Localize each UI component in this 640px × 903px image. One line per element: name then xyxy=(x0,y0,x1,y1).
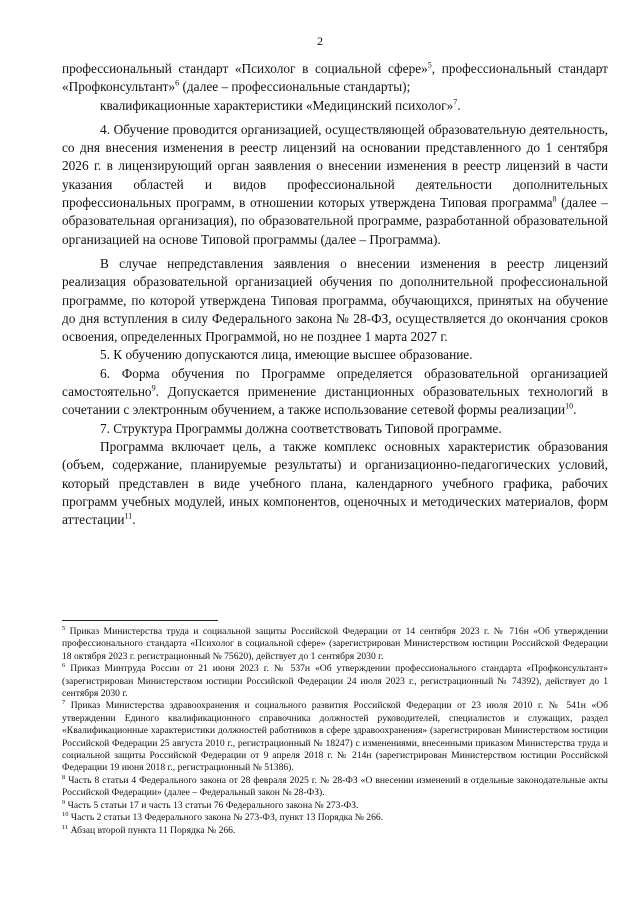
document-body xyxy=(62,60,608,529)
footnote-ref-8[interactable]: 8 xyxy=(552,194,557,204)
footnotes xyxy=(62,626,608,837)
paragraph-4-continued: В случае непредставления заявления о внесении изменения в реестр лицензий реализация образовательной организацией обучения по дополнительной профессиональной программе, по которой утверждена Типовая программа, обучающихся, принятых на обучение до дня вступления в силу Федерального закона № 28-ФЗ, осуществляется до окончания сроков освоения, определенных Программой, но не позднее 1 марта 2027 г. xyxy=(62,255,608,345)
footnote: $^{11}$ Абзац второй пункта 11 Порядка № 266. xyxy=(62,823,236,836)
footnote-ref-11[interactable]: 11 xyxy=(124,511,133,521)
page-number: 2 xyxy=(317,34,323,48)
footnote: $^7$ Приказ Министерства здравоохранения и социального развития Российской Федерации от 23 июля 2010 г. № 541н «Об утверждении Единого квалификационного справочника должностей руководителей, специалистов и служащих, раздел «Квалификационные характеристики должностей работников в сфере здравоохранения» (зарегистрирован Министерством юстиции Российской Федерации 25 августа 2010 г., регистрационный № 18247) с изменениями, внесенными приказом Министерства труда и социальной защиты Российской Федерации от 9 апреля 2018 г. № 214н (зарегистрирован Министерством юстиции Российской Федерации 19 июня 2018 г., регистрационный № 51386). xyxy=(62,699,608,774)
footnote-ref-10[interactable]: 10 xyxy=(565,401,574,411)
footnote: $^{10}$ Часть 2 статьи 13 Федерального закона № 273-ФЗ, пункт 13 Порядка № 266. xyxy=(62,810,384,824)
paragraph-qualification: квалификационные характеристики «Медицинский психолог»$^7$. xyxy=(100,97,461,113)
paragraph-5: 5. К обучению допускаются лица, имеющие высшее образование. xyxy=(100,347,473,363)
paragraph-6: 6. Форма обучения по Программе определяется образовательной организацией самостоятельно$^9$. Допускается применение дистанционных образовательных технологий в сочетании с электронным обучением, а также использование сетевой формы реализации$^{10}$. xyxy=(62,365,608,418)
paragraph-7-continued: Программа включает цель, а также комплекс основных характеристик образования (объем, содержание, планируемые результаты) и организационно-педагогических условий, который представлен в виде учебного плана, календарного учебного графика, рабочих программ учебных модулей, иных компонентов, оценочных и методических материалов, форм аттестации$^{11}$. xyxy=(62,438,608,528)
footnote-separator xyxy=(62,620,218,621)
footnote: $^5$ Приказ Министерства труда и социальной защиты Российской Федерации от 14 сентября 2023 г. № 716н «Об утверждении профессионального стандарта «Психолог в социальной сфере» (зарегистрирован Министерством юстиции Российской Федерации 18 октября 2023 г. регистрационный № 75620), действует до 1 сентября 2030 г. xyxy=(62,624,608,662)
footnote: $^6$ Приказ Минтруда России от 21 июня 2023 г. № 537н «Об утверждении профессионального стандарта «Профконсультант» (зарегистрирован Министерством юстиции Российской Федерации 24 июля 2023 г., регистрационный № 74392), действует до 1 сентября 2030 г. xyxy=(62,662,608,700)
footnote: $^8$ Часть 8 статьи 4 Федерального закона от 28 февраля 2025 г. № 28-ФЗ «О внесении изменений в отдельные законодательные акты Российской Федерации» (далее – Федеральный закон № 28-ФЗ). xyxy=(62,773,608,799)
paragraph-4: 4. Обучение проводится организацией, осуществляющей образовательную деятельность, со дня внесения изменения в реестр лицензий на основании представленного до 1 сентября 2026 г. в лицензирующий орган заявления о внесении изменения в реестр лицензий в части указания областей и видов профессиональной деятельности дополнительных профессиональных программ, в отношении которых утверждена Типовая программа$^8$ (далее – образовательная организация), по образовательной программе, разработанной образовательной организацией на основе Типовой программы (далее – Программа). xyxy=(62,121,608,247)
footnote-ref-9[interactable]: 9 xyxy=(151,383,156,393)
paragraph-professional-standards: профессиональный стандарт «Психолог в социальной сфере»$^5$, профессиональный стандарт «Профконсультант»$^6$ (далее – профессиональные стандарты); xyxy=(62,60,608,95)
footnote: $^9$ Часть 5 статьи 17 и часть 13 статьи 76 Федерального закона № 273-ФЗ. xyxy=(62,798,359,811)
footnote-ref-6[interactable]: 6 xyxy=(175,78,180,88)
paragraph-7: 7. Структура Программы должна соответствовать Типовой программе. xyxy=(100,420,502,436)
footnote-ref-7[interactable]: 7 xyxy=(453,97,458,107)
footnote-ref-5[interactable]: 5 xyxy=(427,60,432,70)
